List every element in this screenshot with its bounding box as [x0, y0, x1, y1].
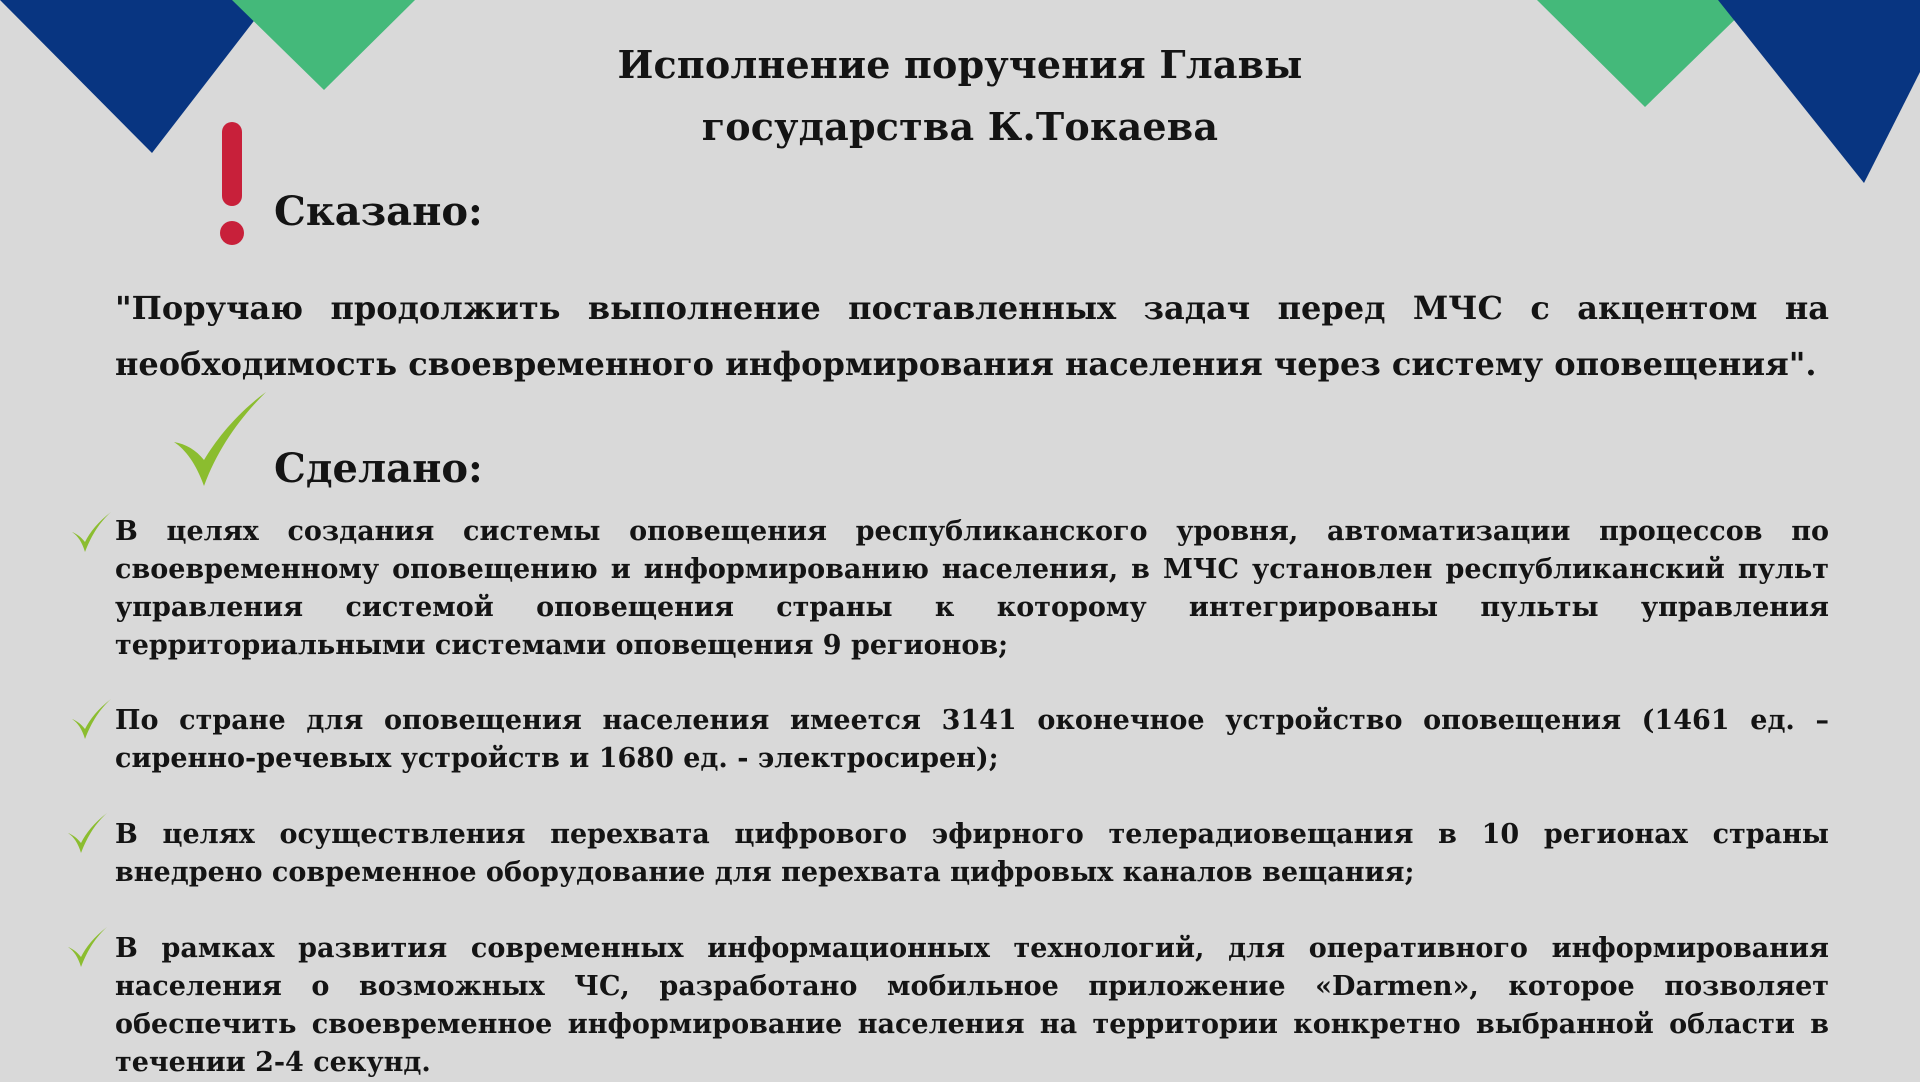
quote-text: "Поручаю продолжить выполнение поставленных задач перед МЧС с акцентом на необходимость своевременного информирования населения через систему оповещения".	[115, 289, 1829, 383]
done-heading: Сделано:	[274, 445, 483, 492]
said-heading: Сказано:	[274, 188, 483, 235]
check-icon	[170, 390, 270, 490]
exclamation-icon	[215, 122, 249, 246]
done-item-4: В рамках развития современных информационных технологий, для оперативного информирования населения о возможных ЧС, разработано мобильное приложение «Darmen», которое позволяет обеспечить своевременное информирование населения на территории конкретно выбранной области в течении 2-4 секунд.	[115, 933, 1829, 1078]
triangle-green-left	[232, 0, 415, 90]
check-icon	[70, 510, 112, 554]
done-item-3: В целях осуществления перехвата цифрового эфирного телерадиовещания в 10 регионах страны внедрено современное оборудование для перехвата цифровых каналов вещания;	[115, 819, 1829, 888]
title-line-1: Исполнение поручения Главы	[617, 42, 1303, 87]
triangle-green-right	[1537, 0, 1755, 107]
done-item-1: В целях создания системы оповещения республиканского уровня, автоматизации процессов по своевременному оповещению и информированию населения, в МЧС установлен республиканский пульт управления системой оповещения страны к которому интегрированы пульты управления территориальными системами оповещения 9 регионов;	[115, 516, 1829, 661]
check-icon	[70, 697, 112, 741]
check-icon	[66, 925, 108, 969]
check-icon	[66, 811, 108, 855]
done-item-2: По стране для оповещения населения имеется 3141 оконечное устройство оповещения (1461 ед. – сиренно-речевых устройств и 1680 ед. - электросирен);	[115, 705, 1829, 774]
triangle-navy-right	[1718, 0, 1920, 183]
title-line-2: государства К.Токаева	[701, 104, 1219, 149]
slide-title	[560, 34, 1360, 158]
